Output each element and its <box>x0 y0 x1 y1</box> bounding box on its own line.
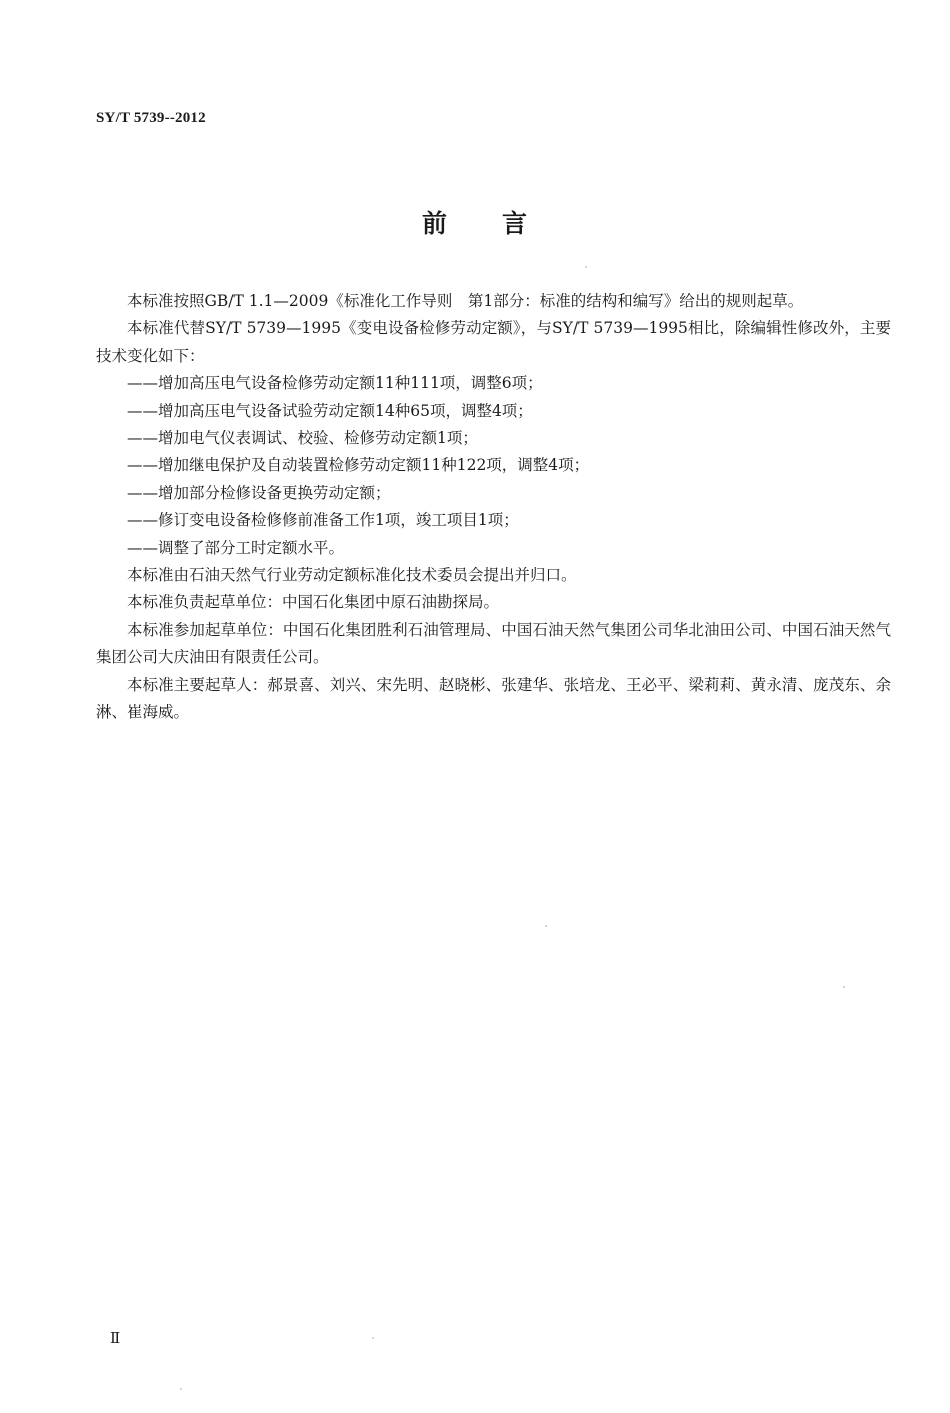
paragraph-drafting-rules: 本标准按照GB/T 1.1—2009《标准化工作导则 第1部分：标准的结构和编写》给出的规则起草。 <box>127 292 804 310</box>
title-char-2: 言 <box>502 209 529 238</box>
change-item: ——修订变电设备检修修前准备工作1项，竣工项目1项； <box>127 511 519 530</box>
paragraph-main-drafters: 本标准主要起草人：郝景喜、刘兴、宋先明、赵晓彬、张建华、张培龙、王必平、梁莉莉、黄永清、庞茂东、余淋、崔海威。 <box>96 675 891 722</box>
scan-speck <box>843 986 845 988</box>
paragraph-lead-drafter: 本标准负责起草单位：中国石化集团中原石油勘探局。 <box>127 593 500 612</box>
scan-speck <box>545 925 547 927</box>
scan-speck <box>180 1388 182 1390</box>
paragraph-replacement: 本标准代替SY/T 5739—1995《变电设备检修劳动定额》，与SY/T 5739—1995相比，除编辑性修改外，主要技术变化如下： <box>96 319 891 365</box>
title-char-1: 前 <box>421 209 448 238</box>
scan-speck <box>372 1337 374 1339</box>
change-item: ——增加高压电气设备试验劳动定额14种65项，调整4项； <box>127 401 533 420</box>
change-item: ——增加高压电气设备检修劳动定额11种111项，调整6项； <box>127 374 543 393</box>
change-item: ——调整了部分工时定额水平。 <box>127 538 345 557</box>
change-item: ——增加部分检修设备更换劳动定额； <box>127 483 391 502</box>
change-item: ——增加继电保护及自动装置检修劳动定额11种122项，调整4项； <box>127 456 590 475</box>
change-item: ——增加电气仪表调试、校验、检修劳动定额1项； <box>127 429 478 448</box>
paragraph-participating-drafters: 本标准参加起草单位：中国石化集团胜利石油管理局、中国石油天然气集团公司华北油田公司、中国石油天然气集团公司大庆油田有限责任公司。 <box>96 620 891 667</box>
paragraph-proposer: 本标准由石油天然气行业劳动定额标准化技术委员会提出并归口。 <box>127 566 577 585</box>
scan-speck <box>585 266 587 268</box>
page-number: Ⅱ <box>110 1331 121 1347</box>
standard-code: SY/T 5739--2012 <box>96 110 206 126</box>
foreword-body <box>96 288 891 727</box>
page-title <box>0 204 950 240</box>
